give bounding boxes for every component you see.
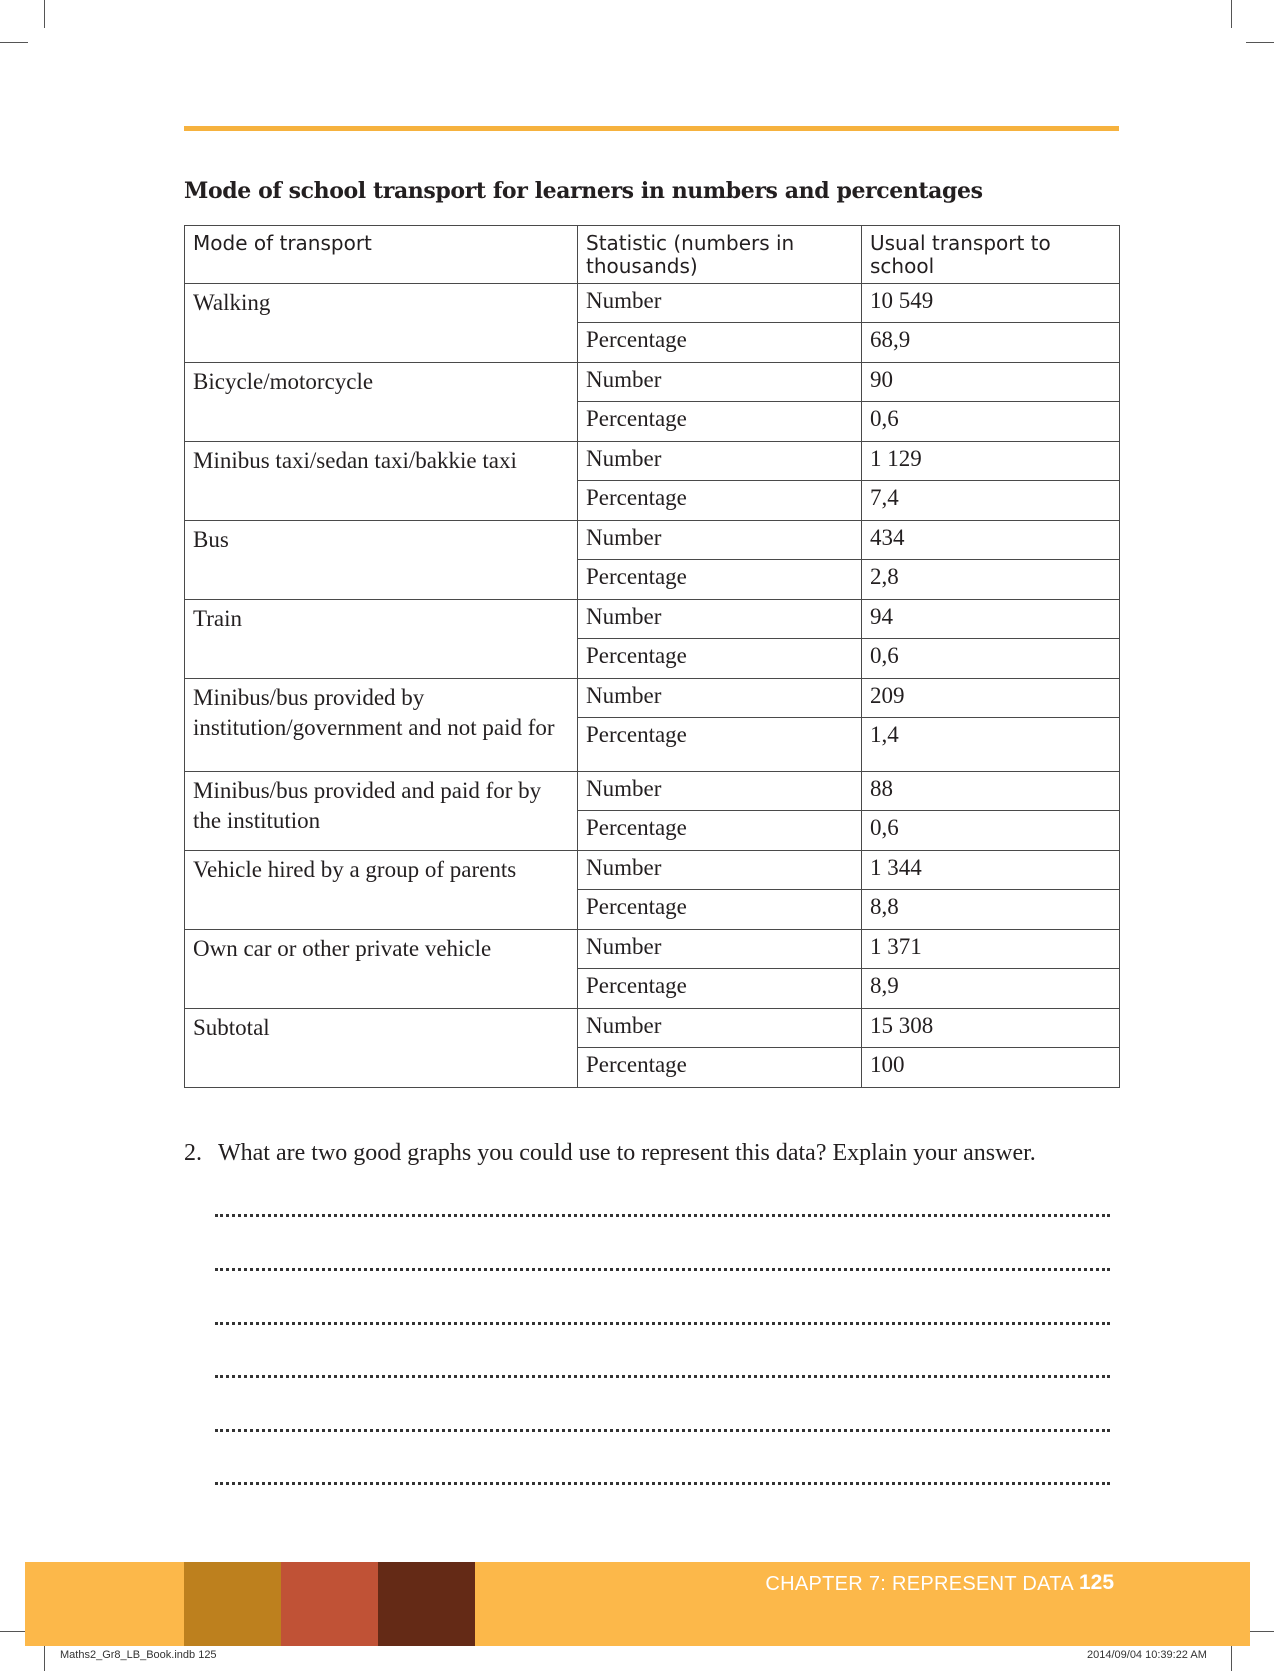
number-value: 1 344: [862, 851, 1120, 890]
crop-mark: [1231, 1643, 1232, 1671]
statistic-number-label: Number: [578, 772, 862, 811]
mode-cell: Train: [185, 600, 578, 679]
percentage-value: 0,6: [862, 811, 1120, 851]
header-mode: Mode of transport: [185, 226, 578, 284]
footer-swatch-2: [281, 1562, 378, 1646]
crop-mark: [1231, 0, 1232, 28]
percentage-value: 8,9: [862, 969, 1120, 1009]
answer-line[interactable]: [215, 1214, 1110, 1217]
table-row: [185, 1009, 1120, 1048]
number-value: 10 549: [862, 284, 1120, 323]
print-timestamp: 2014/09/04 10:39:22 AM: [1087, 1649, 1207, 1661]
mode-cell: Minibus taxi/sedan taxi/bakkie taxi: [185, 442, 578, 521]
table-row: [185, 851, 1120, 890]
header-statistic: Statistic (numbers in thousands): [578, 226, 862, 284]
answer-line[interactable]: [215, 1482, 1110, 1485]
percentage-value: 1,4: [862, 718, 1120, 772]
question-2: [184, 1140, 1036, 1167]
statistic-percentage-label: Percentage: [578, 323, 862, 363]
percentage-value: 0,6: [862, 639, 1120, 679]
statistic-number-label: Number: [578, 600, 862, 639]
percentage-value: 8,8: [862, 890, 1120, 930]
mode-cell: Subtotal: [185, 1009, 578, 1088]
statistic-percentage-label: Percentage: [578, 560, 862, 600]
question-number: 2.: [184, 1140, 202, 1166]
crop-mark: [0, 42, 28, 43]
answer-line[interactable]: [215, 1268, 1110, 1271]
top-accent-rule: [184, 126, 1119, 131]
number-value: 209: [862, 679, 1120, 718]
footer-swatch-3: [378, 1562, 475, 1646]
number-value: 1 371: [862, 930, 1120, 969]
table-row: [185, 679, 1120, 718]
number-value: 94: [862, 600, 1120, 639]
table-row: [185, 600, 1120, 639]
statistic-percentage-label: Percentage: [578, 718, 862, 772]
footer-swatch-1: [184, 1562, 281, 1646]
statistic-number-label: Number: [578, 521, 862, 560]
mode-cell: Walking: [185, 284, 578, 363]
crop-mark: [44, 1643, 45, 1671]
crop-mark: [44, 0, 45, 28]
table-row: [185, 442, 1120, 481]
mode-cell: Own car or other private vehicle: [185, 930, 578, 1009]
statistic-percentage-label: Percentage: [578, 811, 862, 851]
answer-line[interactable]: [215, 1322, 1110, 1325]
number-value: 90: [862, 363, 1120, 402]
mode-cell: Vehicle hired by a group of parents: [185, 851, 578, 930]
table-row: [185, 284, 1120, 323]
statistic-percentage-label: Percentage: [578, 639, 862, 679]
statistic-number-label: Number: [578, 284, 862, 323]
statistic-percentage-label: Percentage: [578, 890, 862, 930]
percentage-value: 2,8: [862, 560, 1120, 600]
table-row: [185, 363, 1120, 402]
statistic-number-label: Number: [578, 930, 862, 969]
statistic-percentage-label: Percentage: [578, 402, 862, 442]
crop-mark: [1246, 1631, 1274, 1632]
table-row: [185, 772, 1120, 811]
percentage-value: 0,6: [862, 402, 1120, 442]
statistic-number-label: Number: [578, 679, 862, 718]
percentage-value: 7,4: [862, 481, 1120, 521]
mode-cell: Minibus/bus provided and paid for by the institution: [185, 772, 578, 851]
table-row: [185, 930, 1120, 969]
number-value: 88: [862, 772, 1120, 811]
mode-cell: Bicycle/motorcycle: [185, 363, 578, 442]
crop-mark: [0, 1631, 28, 1632]
page-number: 125: [1079, 1571, 1115, 1594]
statistic-percentage-label: Percentage: [578, 1048, 862, 1088]
answer-line[interactable]: [215, 1429, 1110, 1432]
chapter-label: CHAPTER 7: REPRESENT DATA: [765, 1573, 1074, 1595]
table-row: [185, 521, 1120, 560]
mode-cell: Minibus/bus provided by institution/government and not paid for: [185, 679, 578, 772]
statistic-percentage-label: Percentage: [578, 481, 862, 521]
mode-cell: Bus: [185, 521, 578, 600]
header-usual-transport: Usual transport to school: [862, 226, 1120, 284]
statistic-percentage-label: Percentage: [578, 969, 862, 1009]
file-slug: Maths2_Gr8_LB_Book.indb 125: [60, 1649, 217, 1661]
crop-mark: [1246, 42, 1274, 43]
number-value: 15 308: [862, 1009, 1120, 1048]
table-title: Mode of school transport for learners in numbers and percentages: [184, 178, 983, 204]
answer-line[interactable]: [215, 1375, 1110, 1378]
statistic-number-label: Number: [578, 442, 862, 481]
percentage-value: 100: [862, 1048, 1120, 1088]
question-text: What are two good graphs you could use to represent this data? Explain your answer.: [218, 1140, 1036, 1166]
table-header-row: [185, 226, 1120, 284]
statistic-number-label: Number: [578, 363, 862, 402]
number-value: 1 129: [862, 442, 1120, 481]
number-value: 434: [862, 521, 1120, 560]
statistic-number-label: Number: [578, 851, 862, 890]
statistic-number-label: Number: [578, 1009, 862, 1048]
percentage-value: 68,9: [862, 323, 1120, 363]
transport-table: [184, 225, 1120, 1088]
